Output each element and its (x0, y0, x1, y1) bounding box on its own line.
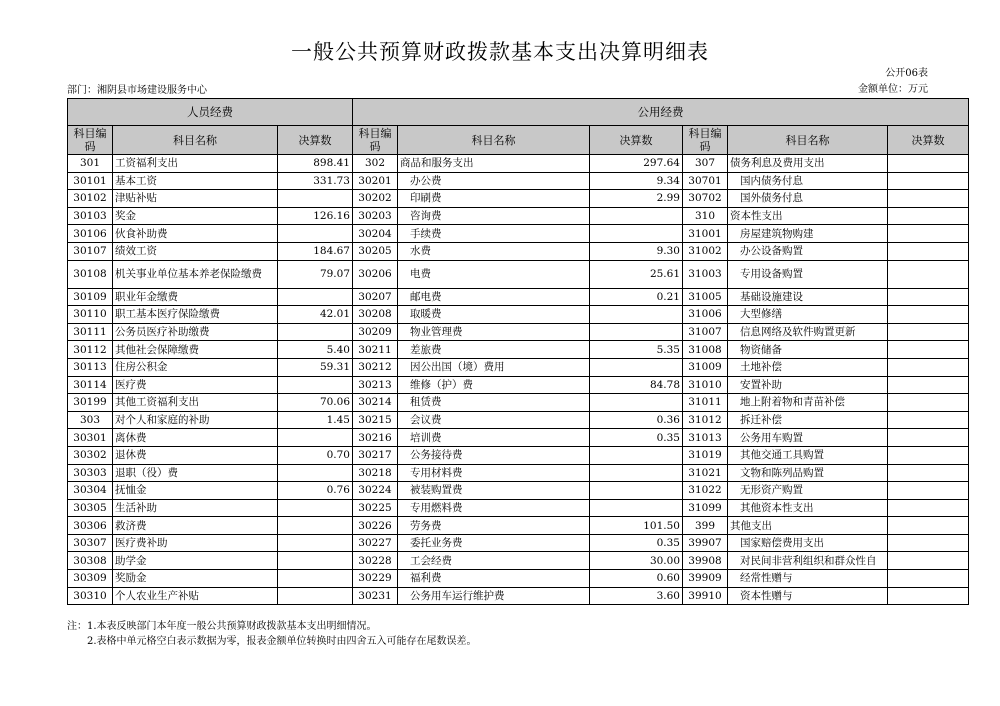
amount-cell (278, 323, 353, 341)
code-cell: 30102 (68, 190, 113, 208)
department-label: 部门：湘阴县市场建设服务中心 (67, 85, 207, 96)
amount-cell: 3.60 (590, 587, 683, 605)
code-cell: 30208 (353, 306, 398, 324)
table-row (68, 446, 969, 464)
amount-cell (590, 394, 683, 412)
name-cell: 大型修缮 (728, 306, 888, 324)
amount-cell (278, 517, 353, 535)
amount-cell (278, 429, 353, 447)
amount-cell (888, 190, 969, 208)
amount-cell: 0.70 (278, 446, 353, 464)
amount-cell: 0.36 (590, 411, 683, 429)
code-cell: 30309 (68, 570, 113, 588)
name-cell: 办公设备购置 (728, 242, 888, 260)
name-cell: 文物和陈列品购置 (728, 464, 888, 482)
name-cell: 医疗费 (113, 376, 278, 394)
amount-cell (888, 341, 969, 359)
name-cell: 培训费 (398, 429, 590, 447)
name-cell: 职业年金缴费 (113, 288, 278, 306)
amount-cell (888, 587, 969, 605)
code-cell: 30114 (68, 376, 113, 394)
amount-cell (888, 242, 969, 260)
name-cell: 维修（护）费 (398, 376, 590, 394)
table-row (68, 534, 969, 552)
header-column-row (68, 126, 969, 155)
code-cell: 31005 (683, 288, 728, 306)
amount-cell (278, 464, 353, 482)
name-cell: 医疗费补助 (113, 534, 278, 552)
amount-cell (888, 260, 969, 288)
name-cell: 工资福利支出 (113, 155, 278, 173)
code-cell: 30101 (68, 172, 113, 190)
code-cell: 301 (68, 155, 113, 173)
table-row (68, 482, 969, 500)
name-cell: 委托业务费 (398, 534, 590, 552)
personnel-header: 人员经费 (68, 99, 353, 126)
name-cell: 物资储备 (728, 341, 888, 359)
amount-cell (278, 570, 353, 588)
note-1: 注：1.本表反映部门本年度一般公共预算财政拨款基本支出明细情况。 (67, 621, 377, 632)
amount-cell (888, 411, 969, 429)
name-cell: 会议费 (398, 411, 590, 429)
code-cell: 31006 (683, 306, 728, 324)
name-cell: 经常性赠与 (728, 570, 888, 588)
name-cell: 公务员医疗补助缴费 (113, 323, 278, 341)
code-cell: 30702 (683, 190, 728, 208)
name-cell: 物业管理费 (398, 323, 590, 341)
amount-cell: 0.35 (590, 429, 683, 447)
code-cell: 30202 (353, 190, 398, 208)
amount-cell (888, 464, 969, 482)
name-cell: 生活补助 (113, 499, 278, 517)
code-cell: 31012 (683, 411, 728, 429)
name-cell: 安置补助 (728, 376, 888, 394)
code-cell: 30701 (683, 172, 728, 190)
name-cell: 福利费 (398, 570, 590, 588)
amount-cell: 126.16 (278, 207, 353, 225)
name-cell: 机关事业单位基本养老保险缴费 (113, 260, 278, 288)
table-row (68, 376, 969, 394)
name-cell: 国家赔偿费用支出 (728, 534, 888, 552)
name-cell: 地上附着物和青苗补偿 (728, 394, 888, 412)
table-row (68, 242, 969, 260)
amount-cell (888, 429, 969, 447)
name-cell: 其他资本性支出 (728, 499, 888, 517)
code-cell: 30225 (353, 499, 398, 517)
code-cell: 30205 (353, 242, 398, 260)
code-cell: 31001 (683, 225, 728, 243)
code-cell: 31008 (683, 341, 728, 359)
code-cell: 30201 (353, 172, 398, 190)
code-cell: 30216 (353, 429, 398, 447)
amount-cell: 70.06 (278, 394, 353, 412)
notes (67, 619, 477, 649)
amount-cell (278, 376, 353, 394)
amount-cell: 2.99 (590, 190, 683, 208)
name-cell: 离休费 (113, 429, 278, 447)
name-cell: 土地补偿 (728, 358, 888, 376)
table-row (68, 517, 969, 535)
amount-cell (888, 155, 969, 173)
name-cell: 邮电费 (398, 288, 590, 306)
code-cell: 30310 (68, 587, 113, 605)
amount-cell: 30.00 (590, 552, 683, 570)
amount-cell: 59.31 (278, 358, 353, 376)
amount-cell (888, 288, 969, 306)
amount-cell (278, 587, 353, 605)
amount-cell (278, 288, 353, 306)
code-cell: 31011 (683, 394, 728, 412)
amount-cell (888, 517, 969, 535)
code-cell: 30302 (68, 446, 113, 464)
code-cell: 302 (353, 155, 398, 173)
name-cell: 咨询费 (398, 207, 590, 225)
amount-cell (590, 225, 683, 243)
code-cell: 30109 (68, 288, 113, 306)
table-row (68, 323, 969, 341)
amount-cell: 84.78 (590, 376, 683, 394)
name-cell: 住房公积金 (113, 358, 278, 376)
amount-cell: 25.61 (590, 260, 683, 288)
table-code: 公开06表 (885, 68, 928, 79)
code-cell: 31022 (683, 482, 728, 500)
name-cell: 基本工资 (113, 172, 278, 190)
amount-cell: 1.45 (278, 411, 353, 429)
code-cell: 30108 (68, 260, 113, 288)
code-cell: 30306 (68, 517, 113, 535)
code-cell: 30207 (353, 288, 398, 306)
name-cell: 助学金 (113, 552, 278, 570)
name-cell: 公务用车运行维护费 (398, 587, 590, 605)
amount-cell (888, 534, 969, 552)
code-cell: 31013 (683, 429, 728, 447)
name-cell: 津贴补贴 (113, 190, 278, 208)
expenditure-table (67, 98, 969, 605)
amount-cell (278, 534, 353, 552)
name-cell: 工会经费 (398, 552, 590, 570)
code-cell: 30301 (68, 429, 113, 447)
amount-cell (888, 225, 969, 243)
amount-cell (888, 172, 969, 190)
amount-cell (278, 225, 353, 243)
code-cell: 39907 (683, 534, 728, 552)
code-cell: 30112 (68, 341, 113, 359)
code-cell: 30113 (68, 358, 113, 376)
amount-cell: 0.35 (590, 534, 683, 552)
name-cell: 无形资产购置 (728, 482, 888, 500)
code-cell: 30213 (353, 376, 398, 394)
code-cell: 39910 (683, 587, 728, 605)
table-row (68, 394, 969, 412)
code-cell: 30211 (353, 341, 398, 359)
name-cell: 退休费 (113, 446, 278, 464)
code-cell: 30305 (68, 499, 113, 517)
code-cell: 31099 (683, 499, 728, 517)
amount-cell: 184.67 (278, 242, 353, 260)
name-cell: 公务用车购置 (728, 429, 888, 447)
code-cell: 31019 (683, 446, 728, 464)
unit-label: 金额单位：万元 (858, 84, 928, 95)
table-row (68, 306, 969, 324)
name-cell: 电费 (398, 260, 590, 288)
amount-cell (590, 482, 683, 500)
amount-cell (888, 482, 969, 500)
amount-cell (888, 499, 969, 517)
name-cell: 资本性支出 (728, 207, 888, 225)
header-group-row (68, 99, 969, 126)
code-cell: 30111 (68, 323, 113, 341)
name-header: 科目名称 (113, 126, 278, 155)
amount-cell: 42.01 (278, 306, 353, 324)
code-cell: 39908 (683, 552, 728, 570)
code-cell: 30209 (353, 323, 398, 341)
table-row (68, 464, 969, 482)
name-cell: 国外债务付息 (728, 190, 888, 208)
name-cell: 绩效工资 (113, 242, 278, 260)
code-cell: 30217 (353, 446, 398, 464)
table-row (68, 190, 969, 208)
name-cell: 救济费 (113, 517, 278, 535)
name-cell: 伙食补助费 (113, 225, 278, 243)
amount-cell (590, 306, 683, 324)
name-cell: 拆迁补偿 (728, 411, 888, 429)
name-cell: 信息网络及软件购置更新 (728, 323, 888, 341)
amount-cell (590, 358, 683, 376)
code-header: 科目编码 (683, 126, 728, 155)
name-cell: 抚恤金 (113, 482, 278, 500)
name-cell: 其他工资福利支出 (113, 394, 278, 412)
code-cell: 307 (683, 155, 728, 173)
amount-cell (590, 464, 683, 482)
code-cell: 30206 (353, 260, 398, 288)
name-cell: 商品和服务支出 (398, 155, 590, 173)
table-row (68, 155, 969, 173)
code-cell: 31021 (683, 464, 728, 482)
amount-cell: 79.07 (278, 260, 353, 288)
name-cell: 对民间非营利组织和群众性自 (728, 552, 888, 570)
name-cell: 基础设施建设 (728, 288, 888, 306)
table-row (68, 341, 969, 359)
name-cell: 国内债务付息 (728, 172, 888, 190)
name-header: 科目名称 (398, 126, 590, 155)
name-cell: 租赁费 (398, 394, 590, 412)
amount-cell (888, 376, 969, 394)
name-cell: 退职（役）费 (113, 464, 278, 482)
amount-header: 决算数 (888, 126, 969, 155)
name-cell: 奖金 (113, 207, 278, 225)
code-cell: 30212 (353, 358, 398, 376)
name-cell: 取暖费 (398, 306, 590, 324)
public-header: 公用经费 (353, 99, 969, 126)
name-cell: 劳务费 (398, 517, 590, 535)
amount-cell: 0.21 (590, 288, 683, 306)
name-cell: 因公出国（境）费用 (398, 358, 590, 376)
code-cell: 30231 (353, 587, 398, 605)
amount-cell: 0.60 (590, 570, 683, 588)
amount-cell (888, 570, 969, 588)
amount-cell: 297.64 (590, 155, 683, 173)
amount-cell (888, 358, 969, 376)
code-cell: 310 (683, 207, 728, 225)
code-cell: 31009 (683, 358, 728, 376)
code-cell: 30227 (353, 534, 398, 552)
code-cell: 30308 (68, 552, 113, 570)
code-cell: 303 (68, 411, 113, 429)
name-header: 科目名称 (728, 126, 888, 155)
code-cell: 30215 (353, 411, 398, 429)
name-cell: 其他支出 (728, 517, 888, 535)
table-row (68, 587, 969, 605)
table-row (68, 358, 969, 376)
amount-cell: 5.35 (590, 341, 683, 359)
code-cell: 30103 (68, 207, 113, 225)
code-cell: 30107 (68, 242, 113, 260)
amount-cell (590, 323, 683, 341)
table-row (68, 172, 969, 190)
amount-cell: 9.34 (590, 172, 683, 190)
table-row (68, 429, 969, 447)
amount-cell (888, 446, 969, 464)
amount-cell (888, 306, 969, 324)
name-cell: 专用燃料费 (398, 499, 590, 517)
table-row (68, 570, 969, 588)
code-cell: 30228 (353, 552, 398, 570)
table-row (68, 411, 969, 429)
amount-cell: 101.50 (590, 517, 683, 535)
code-cell: 30214 (353, 394, 398, 412)
amount-cell (888, 207, 969, 225)
amount-cell: 9.30 (590, 242, 683, 260)
code-cell: 31002 (683, 242, 728, 260)
name-cell: 债务利息及费用支出 (728, 155, 888, 173)
code-cell: 30199 (68, 394, 113, 412)
name-cell: 被装购置费 (398, 482, 590, 500)
name-cell: 水费 (398, 242, 590, 260)
name-cell: 职工基本医疗保险缴费 (113, 306, 278, 324)
name-cell: 手续费 (398, 225, 590, 243)
table-row (68, 225, 969, 243)
table-row (68, 288, 969, 306)
amount-cell (888, 394, 969, 412)
code-cell: 30110 (68, 306, 113, 324)
name-cell: 公务接待费 (398, 446, 590, 464)
report-title: 一般公共预算财政拨款基本支出决算明细表 (291, 40, 709, 64)
name-cell: 专用设备购置 (728, 260, 888, 288)
table-row (68, 207, 969, 225)
name-cell: 其他社会保障缴费 (113, 341, 278, 359)
code-cell: 31003 (683, 260, 728, 288)
amount-cell: 331.73 (278, 172, 353, 190)
code-cell: 31010 (683, 376, 728, 394)
name-cell: 奖励金 (113, 570, 278, 588)
name-cell: 差旅费 (398, 341, 590, 359)
code-header: 科目编码 (353, 126, 398, 155)
note-2: 2.表格中单元格空白表示数据为零，报表金额单位转换时由四舍五入可能存在尾数误差。 (87, 636, 477, 647)
amount-cell: 0.76 (278, 482, 353, 500)
code-cell: 30304 (68, 482, 113, 500)
name-cell: 其他交通工具购置 (728, 446, 888, 464)
code-cell: 39909 (683, 570, 728, 588)
table-row (68, 260, 969, 288)
amount-header: 决算数 (590, 126, 683, 155)
name-cell: 办公费 (398, 172, 590, 190)
name-cell: 房屋建筑物购建 (728, 225, 888, 243)
code-cell: 30218 (353, 464, 398, 482)
code-cell: 30307 (68, 534, 113, 552)
amount-cell (590, 446, 683, 464)
code-cell: 30203 (353, 207, 398, 225)
code-cell: 30303 (68, 464, 113, 482)
amount-cell: 5.40 (278, 341, 353, 359)
amount-cell (278, 190, 353, 208)
name-cell: 对个人和家庭的补助 (113, 411, 278, 429)
name-cell: 印刷费 (398, 190, 590, 208)
code-cell: 30229 (353, 570, 398, 588)
table-row (68, 499, 969, 517)
amount-cell: 898.41 (278, 155, 353, 173)
amount-cell (278, 552, 353, 570)
name-cell: 专用材料费 (398, 464, 590, 482)
code-cell: 30226 (353, 517, 398, 535)
amount-cell (590, 499, 683, 517)
code-cell: 30106 (68, 225, 113, 243)
amount-cell (888, 552, 969, 570)
amount-cell (590, 207, 683, 225)
code-cell: 30204 (353, 225, 398, 243)
code-header: 科目编码 (68, 126, 113, 155)
name-cell: 个人农业生产补贴 (113, 587, 278, 605)
amount-header: 决算数 (278, 126, 353, 155)
name-cell: 资本性赠与 (728, 587, 888, 605)
code-cell: 399 (683, 517, 728, 535)
amount-cell (278, 499, 353, 517)
code-cell: 30224 (353, 482, 398, 500)
code-cell: 31007 (683, 323, 728, 341)
amount-cell (888, 323, 969, 341)
table-row (68, 552, 969, 570)
